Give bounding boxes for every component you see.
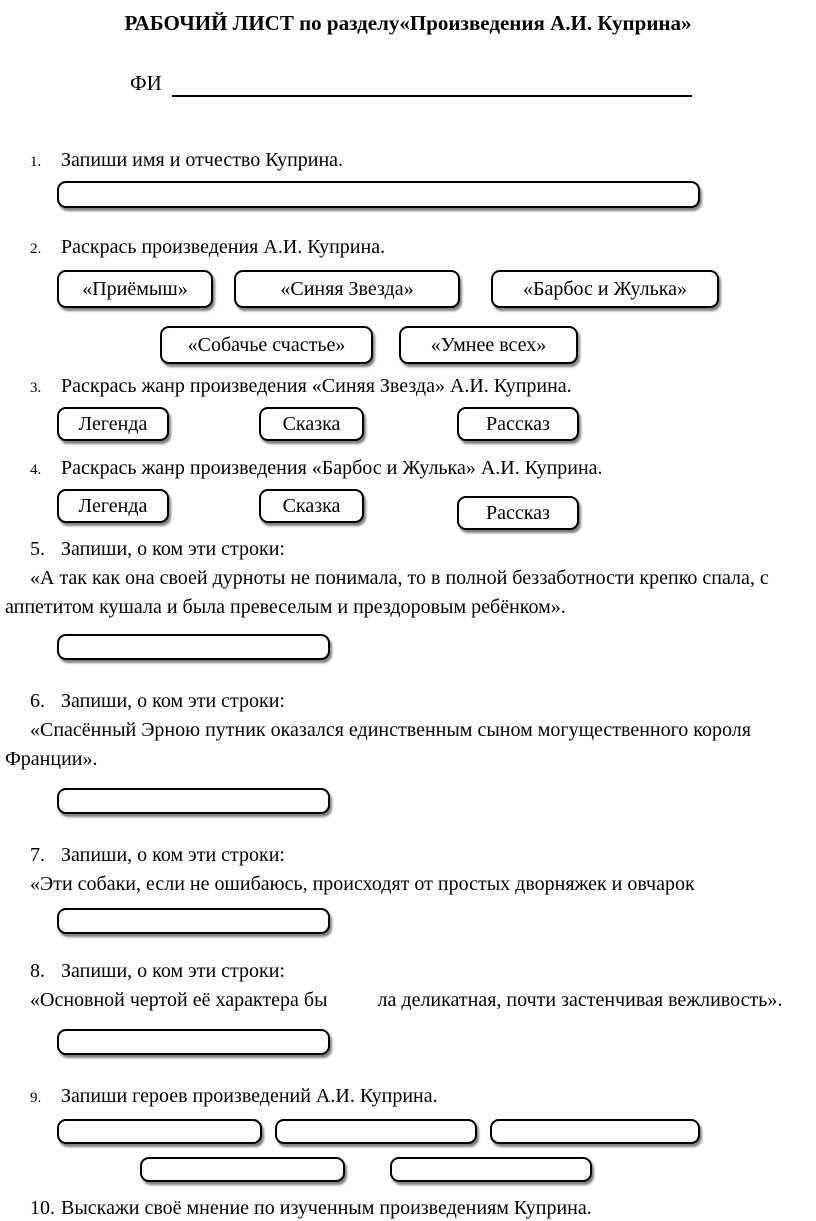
task-8-text: Запиши, о ком эти строки:: [61, 960, 285, 983]
task-3-head: [30, 373, 812, 399]
task-3-options-row: [57, 407, 816, 441]
task-8-number: 8.: [30, 960, 45, 983]
task-8-head: [30, 958, 812, 984]
task-7-number: 7.: [30, 844, 45, 867]
task-4-number: 4.: [30, 462, 42, 479]
task-2-number: 2.: [30, 241, 42, 258]
hero-answer-box-1[interactable]: [57, 1119, 262, 1144]
hero-answer-box-4[interactable]: [140, 1157, 345, 1182]
task-8-quote: «Основной чертой её характера бы ла деликатная, почти застенчивая вежливость».: [30, 989, 783, 1012]
task-4-head: [30, 455, 812, 481]
option-skazka-t4[interactable]: Сказка: [259, 489, 364, 523]
option-priyomysh[interactable]: «Приёмыш»: [57, 270, 213, 308]
task-4-options-row: [57, 489, 816, 523]
task-7-quote: «Эти собаки, если не ошибаюсь, происходят от простых дворняжек и овчарок: [30, 873, 695, 896]
name-row: [130, 69, 816, 97]
task-7-head: [30, 842, 812, 868]
task-1-head: [30, 147, 812, 173]
task-1-number: 1.: [30, 154, 42, 171]
hero-answer-box-3[interactable]: [490, 1119, 700, 1144]
task-6-quote: «Спасённый Эрною путник оказался единственным сыном могущественного короля Франции».: [5, 719, 751, 771]
task-9-text: Запиши героев произведений А.И. Куприна.: [61, 1085, 438, 1108]
task-6-head: [30, 688, 812, 714]
task-9-answer-row-2: [140, 1157, 816, 1182]
task-5-answer-box[interactable]: [57, 634, 330, 660]
fi-name-field[interactable]: [172, 69, 692, 97]
option-sobachye-schastye[interactable]: «Собачье счастье»: [160, 326, 373, 364]
task-10-head: [30, 1195, 812, 1221]
task-8-answer-box[interactable]: [57, 1029, 330, 1055]
task-7-answer-box[interactable]: [57, 908, 330, 934]
task-5-head: [30, 536, 812, 562]
page-title: РАБОЧИЙ ЛИСТ по разделу«Произведения А.И. Куприна»: [124, 11, 692, 35]
task-5-number: 5.: [30, 538, 45, 561]
task-2-text: Раскрась произведения А.И. Куприна.: [61, 236, 386, 259]
option-legenda-t3[interactable]: Легенда: [57, 407, 169, 441]
task-9-number: 9.: [30, 1090, 42, 1107]
option-skazka-t3[interactable]: Сказка: [259, 407, 364, 441]
task-1-text: Запиши имя и отчество Куприна.: [61, 149, 344, 172]
option-rasskaz-t3[interactable]: Рассказ: [457, 407, 579, 441]
task-7-text: Запиши, о ком эти строки:: [61, 844, 285, 867]
option-barbos-i-zhulka[interactable]: «Барбос и Жулька»: [491, 270, 719, 308]
task-10-number: 10.: [30, 1197, 55, 1220]
hero-answer-box-5[interactable]: [390, 1157, 592, 1182]
task-3-text: Раскрась жанр произведения «Синяя Звезда» А.И. Куприна.: [61, 375, 572, 398]
option-umnee-vsekh[interactable]: «Умнее всех»: [399, 326, 578, 364]
task-5-quote: «А так как она своей дурноты не понимала, то в полной беззаботности крепко спала, с аппетитом кушала и была превеселым и прездоровым ребёнком».: [5, 567, 769, 619]
task-2-options-row-2: [160, 326, 816, 364]
task-6-number: 6.: [30, 690, 45, 713]
task-9-answer-row-1: [57, 1119, 816, 1144]
task-2-options-row-1: [57, 270, 816, 308]
task-4-text: Раскрась жанр произведения «Барбос и Жулька» А.И. Куприна.: [61, 457, 603, 480]
option-sinyaya-zvezda[interactable]: «Синяя Звезда»: [234, 270, 460, 308]
task-2-head: [30, 234, 812, 260]
hero-answer-box-2[interactable]: [275, 1119, 477, 1144]
task-3-number: 3.: [30, 380, 42, 397]
task-9-head: [30, 1083, 812, 1109]
fi-label: ФИ: [130, 71, 162, 95]
option-rasskaz-t4[interactable]: Рассказ: [457, 496, 579, 530]
task-6-answer-box[interactable]: [57, 788, 330, 814]
task-5-text: Запиши, о ком эти строки:: [61, 538, 285, 561]
task-10-text: Выскажи своё мнение по изученным произведениям Куприна.: [61, 1197, 592, 1220]
task-6-text: Запиши, о ком эти строки:: [61, 690, 285, 713]
task-1-answer-box[interactable]: [57, 181, 700, 208]
option-legenda-t4[interactable]: Легенда: [57, 489, 169, 523]
